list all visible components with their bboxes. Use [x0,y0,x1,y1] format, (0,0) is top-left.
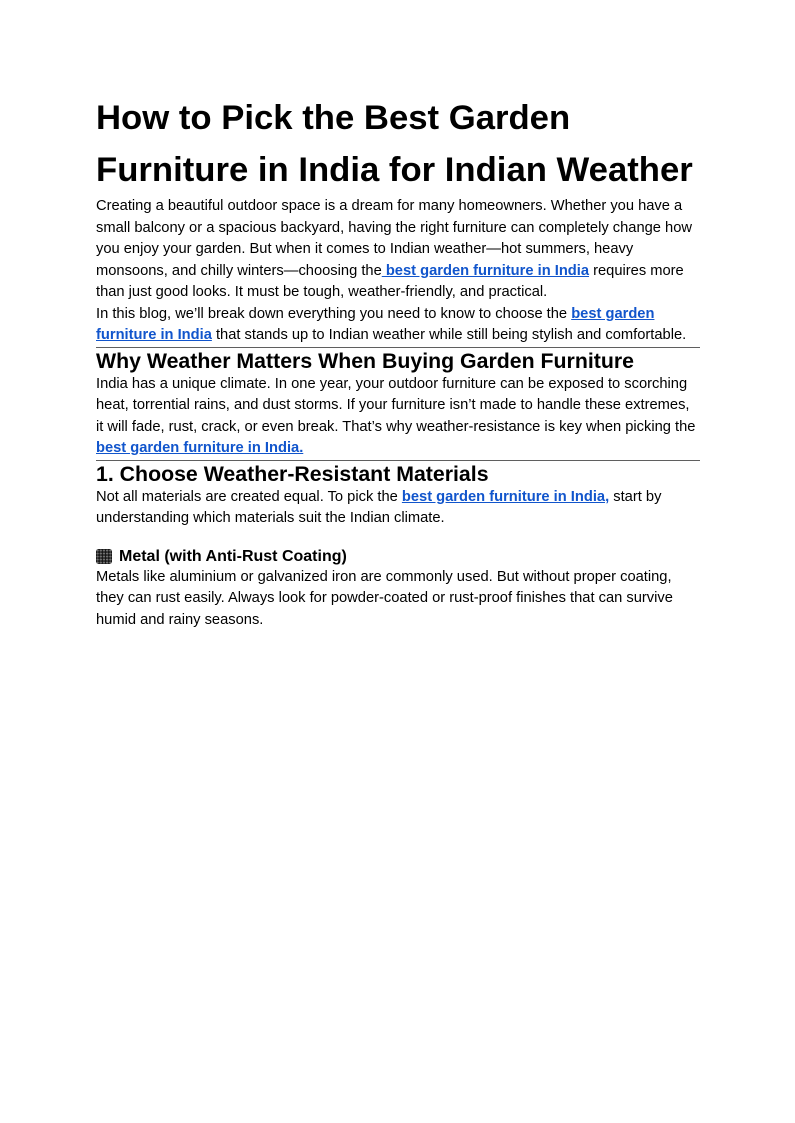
intro-paragraph-1 [96,196,700,304]
metal-paragraph: Metals like aluminium or galvanized iron are commonly used. But without proper coating, they can rust easily. Always look for powder-coated or rust-proof finishes that can survive humid and rainy seasons. [96,568,673,628]
section-heading-choose-materials: 1. Choose Weather-Resistant Materials [96,461,489,486]
page-title: How to Pick the Best Garden Furniture in India for Indian Weather [96,99,693,189]
text-run: India has a unique climate. In one year, your outdoor furniture can be exposed to scorching heat, torrential rains, and dust storms. If your furniture isn’t made to handle these extremes, it will fade, rust, crack, or even break. That’s why weather-resistance is key when picking the [96,375,696,435]
link-best-garden-furniture-2[interactable]: best garden furniture in India [96,305,655,343]
intro-paragraph-2 [96,304,700,347]
link-best-garden-furniture-1[interactable]: best garden furniture in India [381,262,590,279]
link-best-garden-furniture-4[interactable]: best garden furniture in India, [401,488,610,505]
metal-subheading-label: Metal (with Anti-Rust Coating) [119,547,347,565]
text-run: requires more than just good looks. It must be tough, weather-friendly, and practical. [96,262,684,300]
text-run: that stands up to Indian weather while still being stylish and comfortable. [211,327,687,343]
materials-intro-paragraph [96,487,700,530]
text-run: Creating a beautiful outdoor space is a dream for many homeowners. Whether you have a small balcony or a spacious backyard, having the right furniture can completely change how you enjoy your garden. But when it comes to Indian weather—hot summers, heavy monsoons, and chilly winters—choosing the [96,198,692,279]
text-run: start by understanding which materials suit the Indian climate. [96,488,662,526]
text-run: Not all materials are created equal. To pick the [96,488,402,505]
why-weather-paragraph [96,374,700,460]
metal-subheading [96,547,700,567]
link-best-garden-furniture-3[interactable]: best garden furniture in India. [96,440,304,456]
section-heading-why-weather-matters: Why Weather Matters When Buying Garden Furniture [96,348,634,373]
text-run: In this blog, we’ll break down everything you need to know to choose the [96,305,572,322]
metal-grid-icon [96,549,112,564]
